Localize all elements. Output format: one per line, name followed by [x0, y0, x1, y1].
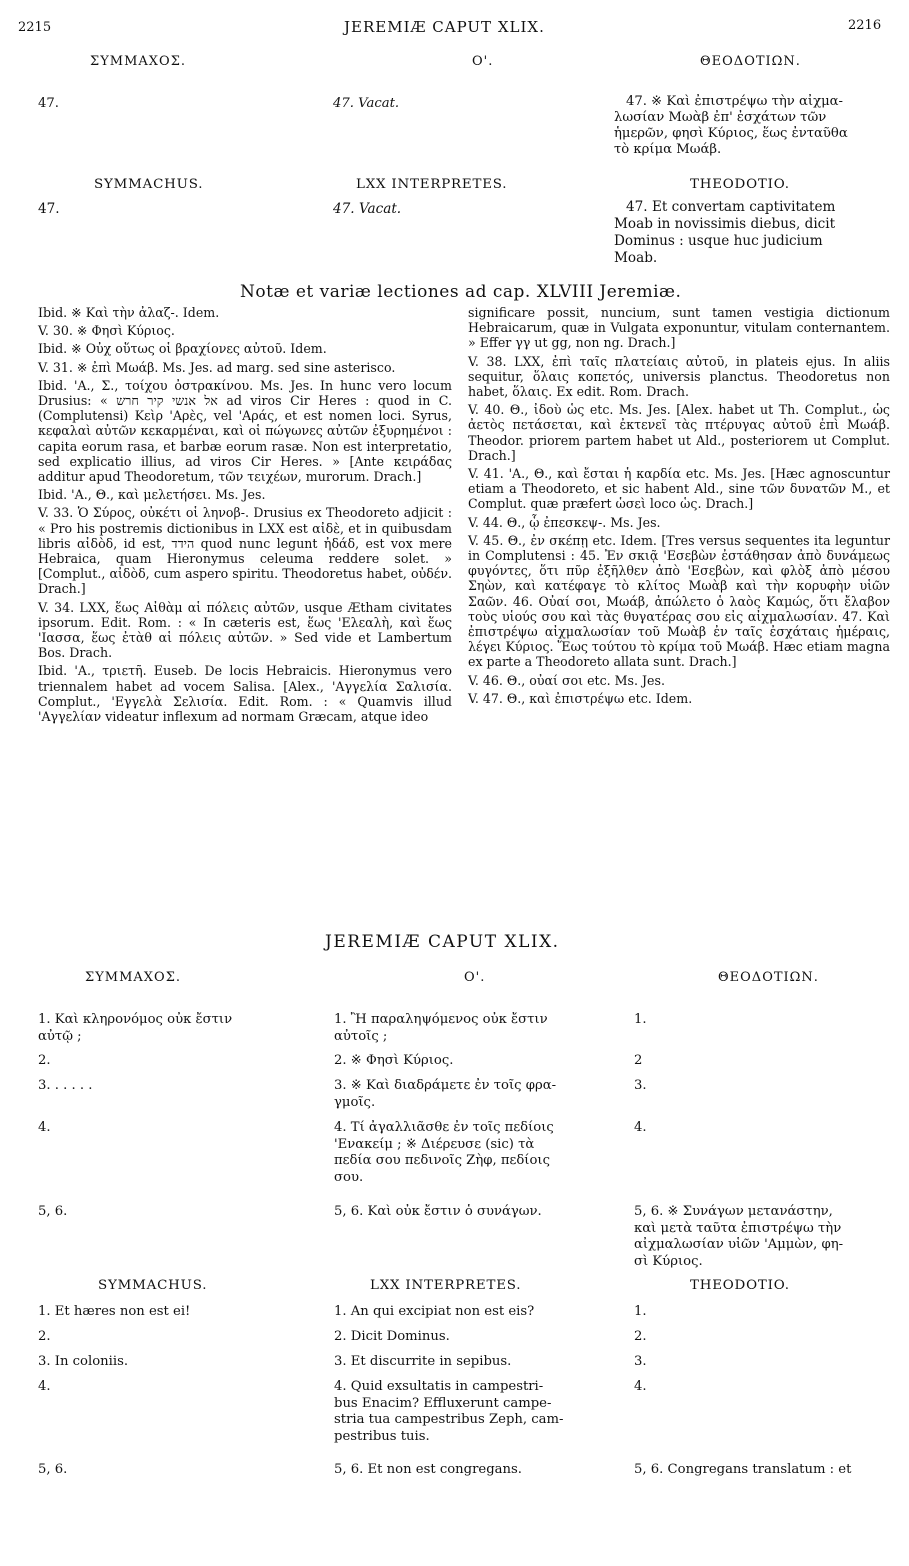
latin-theo-verse-line: 4. [634, 1379, 647, 1394]
latin-lxx-verse-line: 3. Et discurrite in sepibus. [334, 1354, 512, 1369]
latin-lxx-verse-line: pestribus tuis. [334, 1428, 430, 1444]
col-head-theodotion-greek: ΘΕΟΔΟΤΙΩΝ. [718, 970, 819, 985]
note-paragraph: Ibid. ※ Οὐχ οὕτως οἱ βραχίονες αὐτοῦ. Idem. [38, 341, 327, 357]
greek-sym-verse-line: αὐτῷ ; [38, 1028, 82, 1044]
latin-sym-verse-line: 3. In coloniis. [38, 1354, 129, 1369]
greek-sym-verse-line: 2. [38, 1053, 51, 1068]
greek-theo-verse-line: 1. [634, 1012, 647, 1027]
text-line: Moab in novissimis diebus, dicit [614, 216, 836, 232]
latin-lxx-verse-line: stria tua campestribus Zeph, cam- [334, 1412, 564, 1428]
greek-lxx-verse-line: 3. ※ Καὶ διαδράμετε ἐν τοῖς φρα- [334, 1078, 557, 1093]
note-paragraph: Ibid. 'Α., τριετῆ. Euseb. De locis Hebraicis. Hieronymus vero triennalem habet ad vocem Salisa. [Alex., 'Αγγελία Σαλισία. Complut., 'Εγγελὰ Σελισία. Edit. Rom. : « Quamvis illud 'Αγγελίαν videatur inflexum ad normam Græcam, atque ideo [38, 663, 452, 725]
symmachus-latin-47: 47. [38, 201, 60, 217]
page-number-left: 2215 [18, 20, 52, 35]
text-line: τὸ κρίμα Μωάβ. [614, 142, 722, 157]
notes-left-column [38, 305, 452, 727]
greek-theo-verse-line: σὶ Κύριος. [634, 1253, 703, 1269]
text-line: ἡμερῶν, φησὶ Κύριος, ἕως ἐνταῦθα [614, 126, 848, 141]
note-paragraph: Ibid. ※ Καὶ τὴν ἀλαζ-. Idem. [38, 305, 220, 320]
latin-sym-verse-line: 1. Et hæres non est ei! [38, 1304, 191, 1319]
symmachus-greek-47: 47. [38, 96, 59, 111]
greek-sym-verse-line: 3. . . . . . [38, 1078, 93, 1093]
note-paragraph: V. 44. Θ., ᾧ ἐπεσκεψ-. Ms. Jes. [468, 514, 661, 530]
greek-lxx-verse-line: 1. Ἢ παραληψόμενος οὐκ ἔστιν [334, 1012, 548, 1027]
greek-lxx-verse-line: 4. Τί ἀγαλλιᾶσθε ἐν τοῖς πεδίοις [334, 1120, 554, 1135]
greek-theo-verse-line: 5, 6. ※ Συνάγων μετανάστην, [634, 1204, 833, 1219]
note-paragraph: V. 45. Θ., ἐν σκέπῃ etc. Idem. [Tres versus sequentes ita leguntur in Complutensi : 45. Ἐν σκιᾷ 'Εσεβὼν ἐστάθησαν ἀπὸ δυνάμεως φυγόντες, ὅτι πῦρ ἐξῆλθεν ἀπὸ 'Εσεβὼν, καὶ φλὸξ ἀπὸ μέσου Σηὼν, καὶ κατέφαγε τὸ κλίτος Μωὰβ καὶ τὴν κορυφὴν υἱῶν Σαῶν. 46. Οὐαί σοι, Μωάβ, ἀπώλετο ὁ λαὸς Καμώς, ὅτι ἔλαβον τοὺς υἱούς σου καὶ τὰς θυγατέρας σου εἰς αἰχμαλωσίαν. 47. Καὶ ἐπιστρέψω αἰχμαλωσίαν τοῦ Μωὰβ ἐν ταῖς ἐσχάταις ἡμέραις, λέγει Κύριος. Ἕως τούτου τὸ κρίμα τοῦ Μωάβ. Hæc etiam magna ex parte a Theodoreto allata sunt. Drach.] [468, 532, 890, 670]
latin-lxx-verse-line: 4. Quid exsultatis in campestri- [334, 1379, 544, 1394]
text-line: 47. ※ Καὶ ἐπιστρέψω τὴν αἰχμα- [626, 94, 844, 109]
col-head-symmachus-greek: ΣΥΜΜΑΧΟΣ. [85, 970, 182, 985]
chapter-title: JEREMIÆ CAPUT XLIX. [325, 932, 560, 952]
greek-theo-verse-line: 4. [634, 1120, 647, 1135]
col-head-theodotion-latin: THEODOTIO. [690, 177, 790, 192]
latin-lxx-verse-line: 5, 6. Et non est congregans. [334, 1462, 522, 1477]
col-head-symmachus-latin: SYMMACHUS. [98, 1278, 208, 1293]
note-paragraph: V. 47. Θ., καὶ ἐπιστρέψω etc. Idem. [468, 690, 693, 706]
note-paragraph: Ibid. 'Α., Σ., τοίχου ὀστρακίνου. Ms. Jes. In hunc vero locum Drusius: « אל אנשי קיר חרש ad viros Cir Heres : quod in C. (Complutensi) Κεὶρ 'Αρὲς, vel 'Αράς, et est nomen loci. Syrus, κεφαλαὶ αὐτῶν κεκαρμέναι, καὶ οἱ πώγωνες αὐτῶν ἐξυρημένοι : capita eorum rasa, et barbæ eorum rasæ. Non est interpretatio, sed explicatio illius, ad viros Cir Heres. » [Ante κειράδας additur apud Theodoretum, τῶν τειχέων, murorum. Drach.] [38, 377, 452, 485]
note-paragraph: V. 30. ※ Φησὶ Κύριος. [38, 323, 175, 339]
note-paragraph: V. 41. 'Α., Θ., καὶ ἔσται ἡ καρδία etc. Ms. Jes. [Hæc agnoscuntur etiam a Theodoreto, et sic habent Ald., sine τῶν δυνατῶν M., et Complut. quæ præfert ὡσεὶ loco ὡς. Drach.] [468, 466, 890, 512]
text-line: 47. Et convertam captivitatem [626, 199, 836, 215]
col-head-symmachus-greek: ΣΥΜΜΑΧΟΣ. [90, 54, 187, 69]
greek-lxx-verse-line: σου. [334, 1169, 364, 1185]
latin-lxx-verse-line: 2. Dicit Dominus. [334, 1329, 450, 1344]
text-line: Moab. [614, 250, 658, 266]
greek-lxx-verse-line: 2. ※ Φησὶ Κύριος. [334, 1053, 454, 1068]
note-paragraph: V. 33. Ὁ Σύρος, οὐκέτι οἱ ληνοβ-. Drusius ex Theodoreto adjicit : « Pro his postremis dictionibus in LXX est αἰδὲ, et in quibusdam libris αἰδὸδ, id est, הידד quod nunc legunt ἠδάδ, est vox mere Hebraica, quam Hieronymus celeuma reddere solet. » [Complut., αἰδὸδ, cum aspero spiritu. Theodoretus habet, οὐδέν. Drach.] [38, 505, 452, 597]
text-line: λωσίαν Μωὰβ ἐπ' ἐσχάτων τῶν [614, 110, 827, 125]
text-line: Dominus : usque huc judicium [614, 233, 823, 249]
greek-theo-verse-line: αἰχμαλωσίαν υἱῶν 'Αμμὼν, φη- [634, 1237, 844, 1253]
greek-theo-verse-line: καὶ μετὰ ταῦτα ἐπιστρέψω τὴν [634, 1220, 842, 1236]
greek-sym-verse-line: 4. [38, 1120, 51, 1135]
latin-lxx-verse-line: bus Enacim? Effluxerunt campe- [334, 1395, 552, 1411]
greek-theo-verse-line: 2 [634, 1053, 643, 1068]
col-head-lxx-latin: LXX INTERPRETES. [370, 1278, 522, 1293]
note-paragraph: V. 40. Θ., ἰδοὺ ὡς etc. Ms. Jes. [Alex. habet ut Th. Complut., ὡς ἀετὸς πετάσεται, καὶ ἐκτενεῖ τὰς πτέρυγας αὐτοῦ ἐπὶ Μωάβ. Theodor. priorem partem habet ut Ald., posteriorem ut Complut. Drach.] [468, 402, 890, 463]
greek-theo-verse-line: 3. [634, 1078, 647, 1093]
latin-sym-verse-line: 4. [38, 1379, 51, 1394]
running-title: JEREMIÆ CAPUT XLIX. [344, 18, 545, 36]
greek-lxx-verse-line: αὐτοῖς ; [334, 1028, 388, 1044]
latin-theo-verse-line: 5, 6. Congregans translatum : et [634, 1462, 852, 1477]
greek-lxx-verse-line: 'Ενακείμ ; ※ Διέρευσε (sic) τὰ [334, 1136, 535, 1152]
greek-lxx-verse-line: πεδία σου πεδινοῖς Ζὴφ, πεδίοις [334, 1153, 550, 1169]
note-paragraph: V. 46. Θ., οὐαί σοι etc. Ms. Jes. [468, 672, 665, 688]
latin-sym-verse-line: 5, 6. [38, 1462, 68, 1477]
greek-lxx-verse-line: γμοῖς. [334, 1094, 376, 1110]
note-paragraph: V. 38. LXX, ἐπὶ ταῖς πλατείαις αὐτοῦ, in plateis ejus. In aliis sequitur, ὅλαις κοπετός, universis planctus. Theodoretus non habet, ὅλαις. Ex edit. Rom. Drach. [468, 353, 890, 400]
page-number-right: 2216 [848, 18, 882, 33]
note-paragraph: significare possit, nuncium, sunt tamen vestigia dictionum Hebraicarum, quæ in Vulgata exponuntur, vitulam conternantem. » Effer γγ ut gg, non ng. Drach.] [468, 305, 890, 351]
col-head-theodotion-latin: THEODOTIO. [690, 1278, 790, 1293]
lxx-latin-47: 47. Vacat. [333, 201, 402, 217]
greek-lxx-verse-line: 5, 6. Καὶ οὐκ ἔστιν ὁ συνάγων. [334, 1204, 542, 1219]
col-head-lxx-greek: Ο'. [464, 970, 486, 985]
col-head-theodotion-greek: ΘΕΟΔΟΤΙΩΝ. [700, 54, 801, 69]
greek-sym-verse-line: 1. Καὶ κληρονόμος οὐκ ἔστιν [38, 1012, 233, 1027]
latin-lxx-verse-line: 1. An qui excipiat non est eis? [334, 1304, 535, 1319]
col-head-lxx-greek: Ο'. [472, 54, 494, 69]
notes-right-column [468, 305, 890, 709]
notes-title: Notæ et variæ lectiones ad cap. XLVIII Jeremiæ. [240, 282, 682, 302]
col-head-lxx-latin: LXX INTERPRETES. [356, 177, 508, 192]
latin-theo-verse-line: 2. [634, 1329, 647, 1344]
lxx-greek-47: 47. Vacat. [333, 96, 400, 111]
col-head-symmachus-latin: SYMMACHUS. [94, 177, 204, 192]
note-paragraph: Ibid. 'Α., Θ., καὶ μελετήσει. Ms. Jes. [38, 487, 266, 503]
greek-sym-verse-line: 5, 6. [38, 1204, 68, 1219]
note-paragraph: V. 31. ※ ἐπὶ Μωάβ. Ms. Jes. ad marg. sed sine asterisco. [38, 359, 396, 375]
latin-theo-verse-line: 3. [634, 1354, 647, 1369]
latin-sym-verse-line: 2. [38, 1329, 51, 1344]
note-paragraph: V. 34. LXX, ἕως Αἰθὰμ αἱ πόλεις αὐτῶν, usque Ætham civitates ipsorum. Edit. Rom. : « In cæteris est, ἕως 'Ελεαλὴ, καὶ ἕως 'Ιασσα, ἕως ἐτὰθ αἱ πόλεις αὐτῶν. » Sed vide et Lambertum Bos. Drach. [38, 599, 452, 661]
latin-theo-verse-line: 1. [634, 1304, 647, 1319]
